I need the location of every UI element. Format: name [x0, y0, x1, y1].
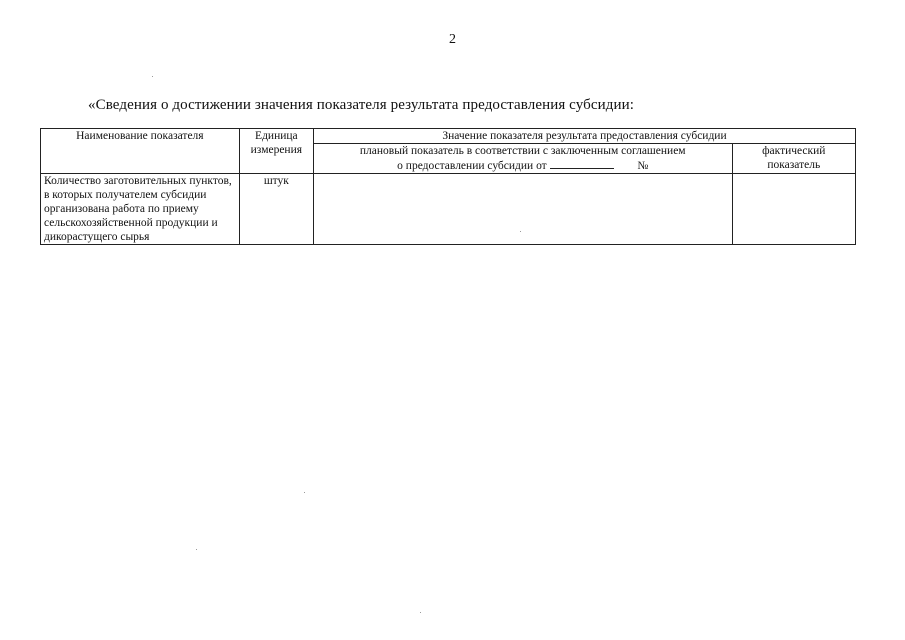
header-indicator-name: Наименование показателя	[41, 129, 240, 174]
header-actual: фактический показатель	[732, 144, 855, 174]
row-unit: штук	[239, 174, 313, 245]
table-row	[41, 174, 856, 245]
header-planned	[313, 144, 732, 174]
scan-speck	[304, 492, 305, 493]
page-number: 2	[449, 32, 456, 47]
header-planned-line2	[397, 158, 648, 173]
scan-speck	[520, 231, 521, 232]
header-planned-date-prefix: о предоставлении субсидии от	[397, 160, 547, 172]
section-heading: «Сведения о достижении значения показателя результата предоставления субсидии:	[88, 97, 635, 113]
table-header-row-1	[41, 129, 856, 144]
agreement-date-blank	[550, 158, 614, 169]
scan-speck	[196, 549, 197, 550]
header-unit: Единица измерения	[239, 129, 313, 174]
row-indicator: Количество заготовительных пунктов, в которых получателем субсидии организована работа по приему сельскохозяйственной продукции и дикорастущего сырья	[41, 174, 240, 245]
row-actual-value	[732, 174, 855, 245]
scan-speck	[420, 612, 421, 613]
agreement-number-sign: №	[637, 160, 649, 172]
header-planned-line1: плановый показатель в соответствии с заключенным соглашением	[359, 145, 686, 157]
row-planned-value	[313, 174, 732, 245]
results-table	[40, 128, 856, 245]
header-value-group: Значение показателя результата предоставления субсидии	[313, 129, 855, 144]
scan-speck	[152, 76, 153, 77]
